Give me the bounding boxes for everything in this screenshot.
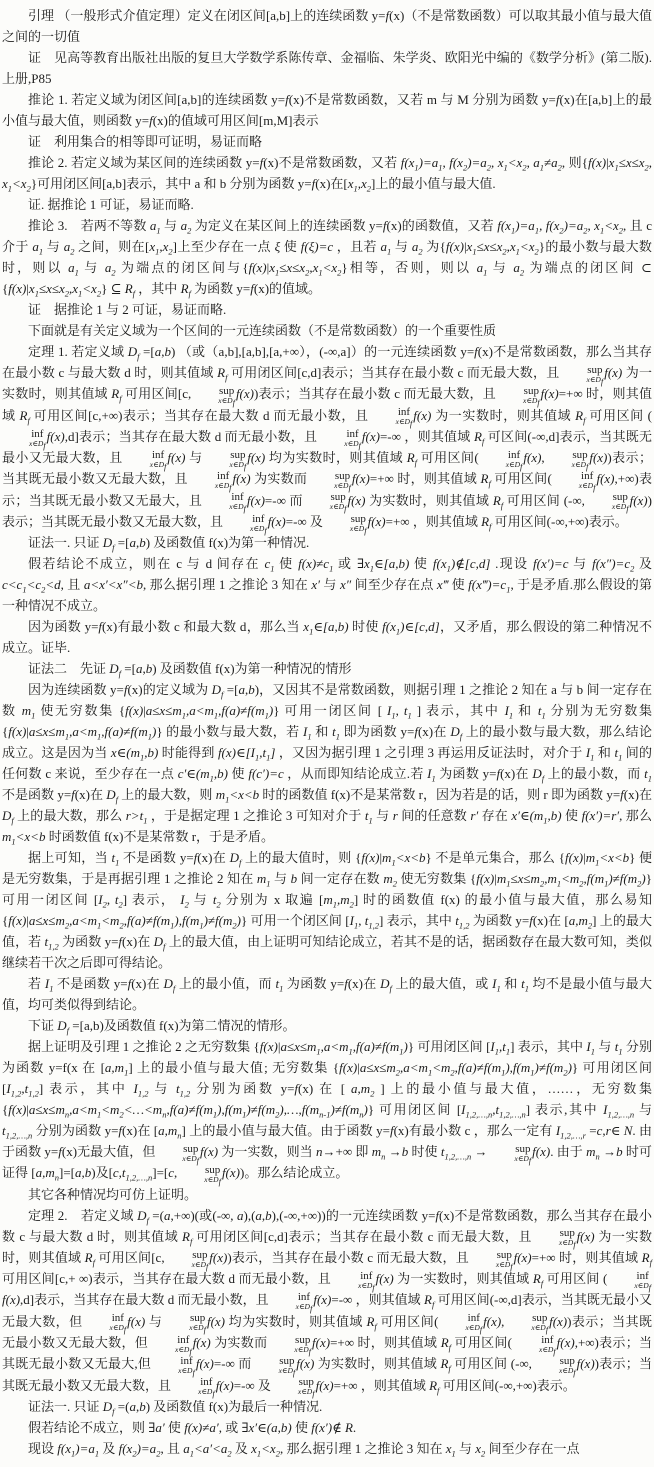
corollary-2: 推论 2. 若定义域为某区间的连续函数 y=f(x)不是常数函数，又若 $f(x_1)=a_1$, $f(x_2)=a_2$, $x_1<x_2$, $a_1\ne a_2$, 则{$f(x)|x_1\le x\le x_2$, $x_1<x_2$}可用闭区间[a,b]表示，其中 a 和 b 分别为函数 y=f(x)在$[x_1,x_2]$上的最小值与最大值. bbox=[2, 155, 652, 194]
theorem-1-proof1-intro: 证法一. 只证 $D_f =[a,b)$ 及函数值 f(x)为第一种情况. bbox=[28, 535, 310, 553]
theorem-1-proof2-case2-step: 据上证明及引理 1 之推论 2 之无穷数集 $\{f(x)|a\le x\le m_1,a<m_1,f(a)\ne f(m_1)\}$ 可用闭区间 $[I_1,t_1]$ 表示，其中 $I_1$ 与 $t_1$ 分别为函数 y=f(x 在 $[a,m_1]$ 上的最小值与最大值; 无穷数集 $\{f(x)|a\le x\le m_2,a<m_1<m_2,f(a)\ne f(m_1),f(m_1)\ne f(m_2)\}$ 可用闭区间 $[I_{1,2},t_{1,2}]$ 表示，其中 $I_{1,2}$ 与 $t_{1,2}$ 分别为函数 y=f(x) 在 [ $a,m_2$ ] 上的最小值与最大值，……，无穷数集 $\{f(x)|a\le x\le m_n,a<m_1<m_2<\dots<m_n,f(a)\ne f(m_1),f(m_1)\ne f(m_2),\dots,f(m_{n-1})\ne f(m_n)\}$ 可用闭区间 $[I_{1,2,\dots,n},t_{1,2,\dots,n}]$ 表示,其中 $I_{1,2,\dots,n}$ 与 $t_{1,2,\dots,n}$ 分别为函数 y=f(x)在 $[a,m_n]$ 上的最小值与最大值。由于函数 y=f(x)有最小数 c ，那么一定有 $I_{1,2,\dots,r}$ =c,r∈ N. 由于函数 y=f(x)无最大值，但 sup $x\in D_f$ f(x) 为一实数，则当 n→+∞ 即 $m_n \to b$ 时使 $t_{1,2,\dots,n}$ → sup $x\in D_f$ f(x). 由于 $m_n \to b$ 时可证得 $[a,m_n]=[a,b)$及$[c,t_{1,2,\dots,n}]=[c$, sup $x\in D_f$ f(x))。那么结论成立。 bbox=[2, 1039, 652, 1187]
theorem-2: 定理 2. 若定义域 $D_f =(a,+\infty)$(或(-∞, a),(a,b),(-∞,+∞))的一元连续函数 y=f(x)不是常数函数，那么当其存在最小数 c 与最大数 d 时，则其值域 $R_f$ 可用闭区间[c,d]表示；当其存在最小数 c 而无最大数，且 sup $x\in D_f$ f(x) 为一实数时，则其值域 $R_f$ 可用区间[c, sup $x\in D_f$ f(x))表示，当其存在最小数 c 而无最大数，且 sup $x\in D_f$ f(x)=+∞ 时，则其值域 $R_f$ 可用区间[c,+ ∞)表示，当其存在最大数 d 而无最小数，且 inf $x\in D_f$ f(x) 为一实数时，则其值域 $R_f$ 可用区间 ( inf $x\in D_f$ f(x),d]表示，当其存在最大数 d 而无最小数，且 inf $x\in D_f$ f(x)=-∞ ，则其值域 $R_f$ 可用区间(-∞,d]表示，当其既无最小又无最大数，但 inf $x\in D_f$ f(x) 与 sup $x\in D_f$ f(x) 均为实数时，则其值域 $R_f$ 可用区间( inf $x\in D_f$ f(x), sup $x\in D_f$ f(x))表示；当其既无最小数又无最大数，但 inf $x\in D_f$ f(x) 为实数而 sup $x\in D_f$ f(x)=+∞ 时，则其值域 $R_f$ 可用区间( inf $x\in D_f$ f(x),+∞)表示；当其既无最小数又无最大,但 inf $x\in D_f$ f(x)=-∞ 而 sup $x\in D_f$ f(x) 为实数时，则其值域 $R_f$ 可用区间 (-∞, sup $x\in D_f$ f(x))表示；当其既无最小数又无最大数，且 inf $x\in D_f$ f(x)=-∞ 及 sup $x\in D_f$ f(x)=+∞ ，则其值域 $R_f$ 可用区间(-∞,+∞)表示。 bbox=[2, 1207, 652, 1399]
theorem-1-proof2-case2-intro: 下证 $D_f =[a,b)$及函数值 f(x)为第二情况的情形。 bbox=[28, 1018, 296, 1036]
corollary-1-proof: 证 利用集合的相等即可证明，易证而略 bbox=[28, 134, 263, 149]
lemma-statement: 引理 （一般形式介值定理）定义在闭区间[a,b]上的连续函数 y=f(x)（不是常数函数）可以取其最小值与最大值之间的一切值 bbox=[2, 8, 652, 44]
theorem-2-proof-step2: 现设 $f(x_1)=a_1$ 及 $f(x_2)=a_2$, 且 $a_1<a'<a_2$ 及 $x_1<x_2$, 那么据引理 1 之推论 3 知在 $x_1$ 与 $x_2$ 间至少存在一点 bbox=[28, 1440, 580, 1459]
lemma-proof-reference: 证 见高等教育出版社出版的复旦大学数学系陈传章、金福临、朱学炎、欧阳光中编的《数学分析》(第二版).上册,P85 bbox=[2, 50, 652, 86]
corollary-3: 推论 3. 若两不等数 $a_1$ 与 $a_2$ 为定义在某区间上的连续函数 y=f(x)的函数值，又若 $f(x_1)=a_1$, $f(x_2)=a_2$, $x_1<x_2$, 且 c 介于 $a_1$ 与 $a_2$ 之间，则在$[x_1,x_2]$上至少存在一点 ξ 使 f(ξ)=c ，且若 $a_1$ 与 $a_2$ 为$\{f(x)|x_1\le x\le x_2,x_1<x_2\}$的最小数与最大数时，则以 $a_1$ 与 $a_2$ 为端点的闭区间与$\{f(x)|x_1\le x\le x_2,x_1<x_2\}$相等，否则，则以 $a_1$ 与 $a_2$ 为端点的闭区间 ⊂ $\{f(x)|x_1\le x\le x_2,x_1<x_2\}$ ⊆ $R_f$ ，其中 $R_f$ 为函数 y=f(x)的值域。 bbox=[2, 218, 652, 299]
theorem-2-proof-step1: 假若结论不成立，则 ∃a′ 使 f(x)≠a′, 或 ∃x′∈(a,b) 使 f(x′)∉ R. bbox=[28, 1419, 357, 1435]
theorem-1-proof2-step3: 若 $I_1$ 不是函数 y=f(x)在 $D_f$ 上的最小值，而 $t_1$ 为函数 y=f(x)在 $D_f$ 上的最大值，或 $I_1$ 和 $t_1$ 均不是最小值与最大值，均可类似得到结论。 bbox=[2, 976, 652, 1013]
other-cases-remark: 其它各种情况均可仿上证明。 bbox=[28, 1186, 198, 1202]
theorem-2-proof-intro: 证法一. 只证 $D_f =(a,b)$ 及函数值 f(x)为最后一种情况. bbox=[28, 1398, 323, 1417]
theorem-1-proof2-intro: 证法二 先证 $D_f =[a,b)$ 及函数值 f(x)为第一种情况的情形 bbox=[28, 661, 352, 679]
theorem-1-proof1-step1: 假若结论不成立，则在 c 与 d 间存在 $c_1$ 使 $f(x)\ne c_1$ 或 $\exists x_1\in[a,b)$ 使 $f(x_1)\notin[c,d]$ .现设 f(x′)=c 与 $f(x'')=c_2$ 及 $c<c_1<c_2<d$, 且 a<x′<x″<b, 那么据引理 1 之推论 3 知在 x′ 与 x″ 间至少存在点 x‴ 使 $f(x‴)=c_1$, 于是矛盾.那么假设的第一种情况不成立。 bbox=[2, 556, 652, 614]
theorem-1-proof2-step1: 因为连续函数 y=f(x)的定义域为 $D_f =[a,b)$，又因其不是常数函数，则据引理 1 之推论 2 知在 a 与 b 间一定存在数 $m_1$ 使无穷数集 $\{f(x)|a\le x\le m_1,a<m_1,f(a)\ne f(m_1)\}$ 可用一闭区间 [ $I_1$, $t_1$ ] 表示，其中 $I_1$ 和 $t_1$ 分别为无穷数集 $\{f(x)|a\le x\le m_1,a<m_1,f(a)\ne f(m_1)\}$ 的最小数与最大数，若 $I_1$ 和 $t_1$ 即为函数 y=f(x)在 $D_f$ 上的最小数与最大数，那么结论成立。这是因为当 $x\in(m_1,b)$ 时能得到 $f(x)\in[I_1,t_1]$ ，又因为据引理 1 之引理 3 再运用反证法时，对介于 $I_1$ 和 $t_1$ 间的任何数 c 来说，至少存在一点 $c'\in(m_1,b)$ 使 f(c′)=c ，从而即知结论成立.若 $I_1$ 为函数 y=f(x)在 $D_f$ 上的最小数，而 $t_1$ 不是函数 y=f(x)在 $D_f$ 上的最大数，则 $m_1<x<b$ 时的函数值 f(x)不是某常数 r，因为若是的话，则 r 即为函数 y=f(x)在 $D_f$ 上的最大数，那么 $r>t_1$ ，于是据定理 1 之推论 3 可知对介于 $t_1$ 与 r 间的任意数 r′ 存在 $x'\in(m_1,b)$ 使 f(x′)=r′, 那么 $m_1<x<b$ 时函数值 f(x)不是某常数 r，于是矛盾。 bbox=[2, 682, 652, 847]
corollary-3-proof: 证 据推论 1 与 2 可证，易证而略. bbox=[28, 302, 227, 317]
theorem-1: 定理 1. 若定义域 $D_f =[a,b)$ （或（a,b],[a,b],[a,+∞），(-∞,a]）的一元连续函数 y=f(x)不是常数函数，那么当其存在最小数 c 与最大数 d 时，则其值域 $R_f$ 可用闭区间[c,d]表示；当其存在最小数 c 而无最大数，且 sup $x\in D_f$ f(x) 为一实数时，则其值域 $R_f$ 可用区间[c, sup $x\in D_f$ f(x))表示；当其存在最小数 c 而无最大数，且 sup $x\in D_f$ f(x)=+∞ 时，则其值域 $R_f$ 可用区间[c,+∞)表示；当其存在最大数 d 而无最小数，且 inf $x\in D_f$ f(x) 为一实数时，则其值域 $R_f$ 可用区间 (inf $x\in D_f$ f(x),d]表示；当其存在最大数 d 而无最小数，且 inf $x\in D_f$ f(x)=-∞ ，则其值域 $R_f$ 可区间(-∞,d]表示，当其既无最小又无最大数，且 inf $x\in D_f$ f(x) 与 sup $x\in D_f$ f(x) 均为实数时，则其值域 $R_f$ 可用区间( inf $x\in D_f$ f(x), sup $x\in D_f$ f(x))表示；当其既无最小数又无最大数，且 inf $x\in D_f$ f(x) 为实数而 sup $x\in D_f$ f(x)=+∞ 时，则其值域 $R_f$ 可用区间( inf $x\in D_f$ f(x),+∞)表示；当其既无最小数又无最大，且 inf $x\in D_f$ f(x)=-∞ 而 sup $x\in D_f$ f(x) 为实数时，则其值域 $R_f$ 可用区间 (-∞, sup $x\in D_f$ f(x))表示；当其既无最小数又无最大数，且 inf $x\in D_f$ f(x)=-∞ 及 sup $x\in D_f$ f(x)=+∞ ，则其值域 $R_f$ 可用区间(-∞,+∞)表示。 bbox=[2, 344, 652, 536]
theorem-1-proof2-step2: 据上可知，当 $t_1$ 不是函数 y=f(x)在 $D_f$ 上的最大值时，则 $\{f(x)|m_1<x<b\}$ 不是单元集合，那么 $\{f(x)|m_1<x<b\}$ 便是无穷数集，于是再据引理 1 之推论 2 知在 $m_1$ 与 b 间一定存在数 $m_2$ 使无穷数集 $\{f(x)|m_1\le x\le m_2,m_1<m_2,f(m_1)\ne f(m_2)\}$ 可用一闭区间 [$I_2$, $t_2$] 表示， $I_2$ 与 $t_2$ 分别为 x 取遍 $[m_1,m_2]$ 时的函数值 f(x) 的最小值与最大值，那么易知 $\{f(x)|a\le x\le m_2,a<m_1<m_2,f(a)\ne f(m_1),f(m_1)\ne f(m_2)\}$ 可用一个闭区间 [$I_1$, $t_{1,2}$] 表示，其中 $t_{1,2}$ 为函数 y=f(x)在 $[a,m_2]$ 上的最大值，若 $t_{1,2}$ 为函数 y=f(x)在 $D_f$ 上的最大值，由上证明可知结论成立，若其不是的话，据函数存在最大数可知，类似继续若干次之后即可得结论。 bbox=[2, 850, 652, 971]
corollary-2-proof: 证. 据推论 1 可证，易证而略. bbox=[28, 197, 194, 212]
corollary-1: 推论 1. 若定义域为闭区间[a,b]的连续函数 y=f(x)不是常数函数，又若 m 与 M 分别为函数 y=f(x)在[a,b]上的最小值与最大值，则函数 y=f(x)的值域可用区间[m,M]表示 bbox=[2, 92, 652, 128]
intro-remark: 下面就是有关定义域为一个区间的一元连续函数（不是常数函数）的一个重要性质 bbox=[28, 323, 497, 338]
theorem-1-proof1-step2: 因为函数 y=f(x)有最小数 c 和最大数 d，那么当 $x_1\in[a,b)$ 时使 $f(x_1)\in[c,d]$，又矛盾，那么假设的第二种情况不成立。证毕. bbox=[2, 619, 652, 656]
